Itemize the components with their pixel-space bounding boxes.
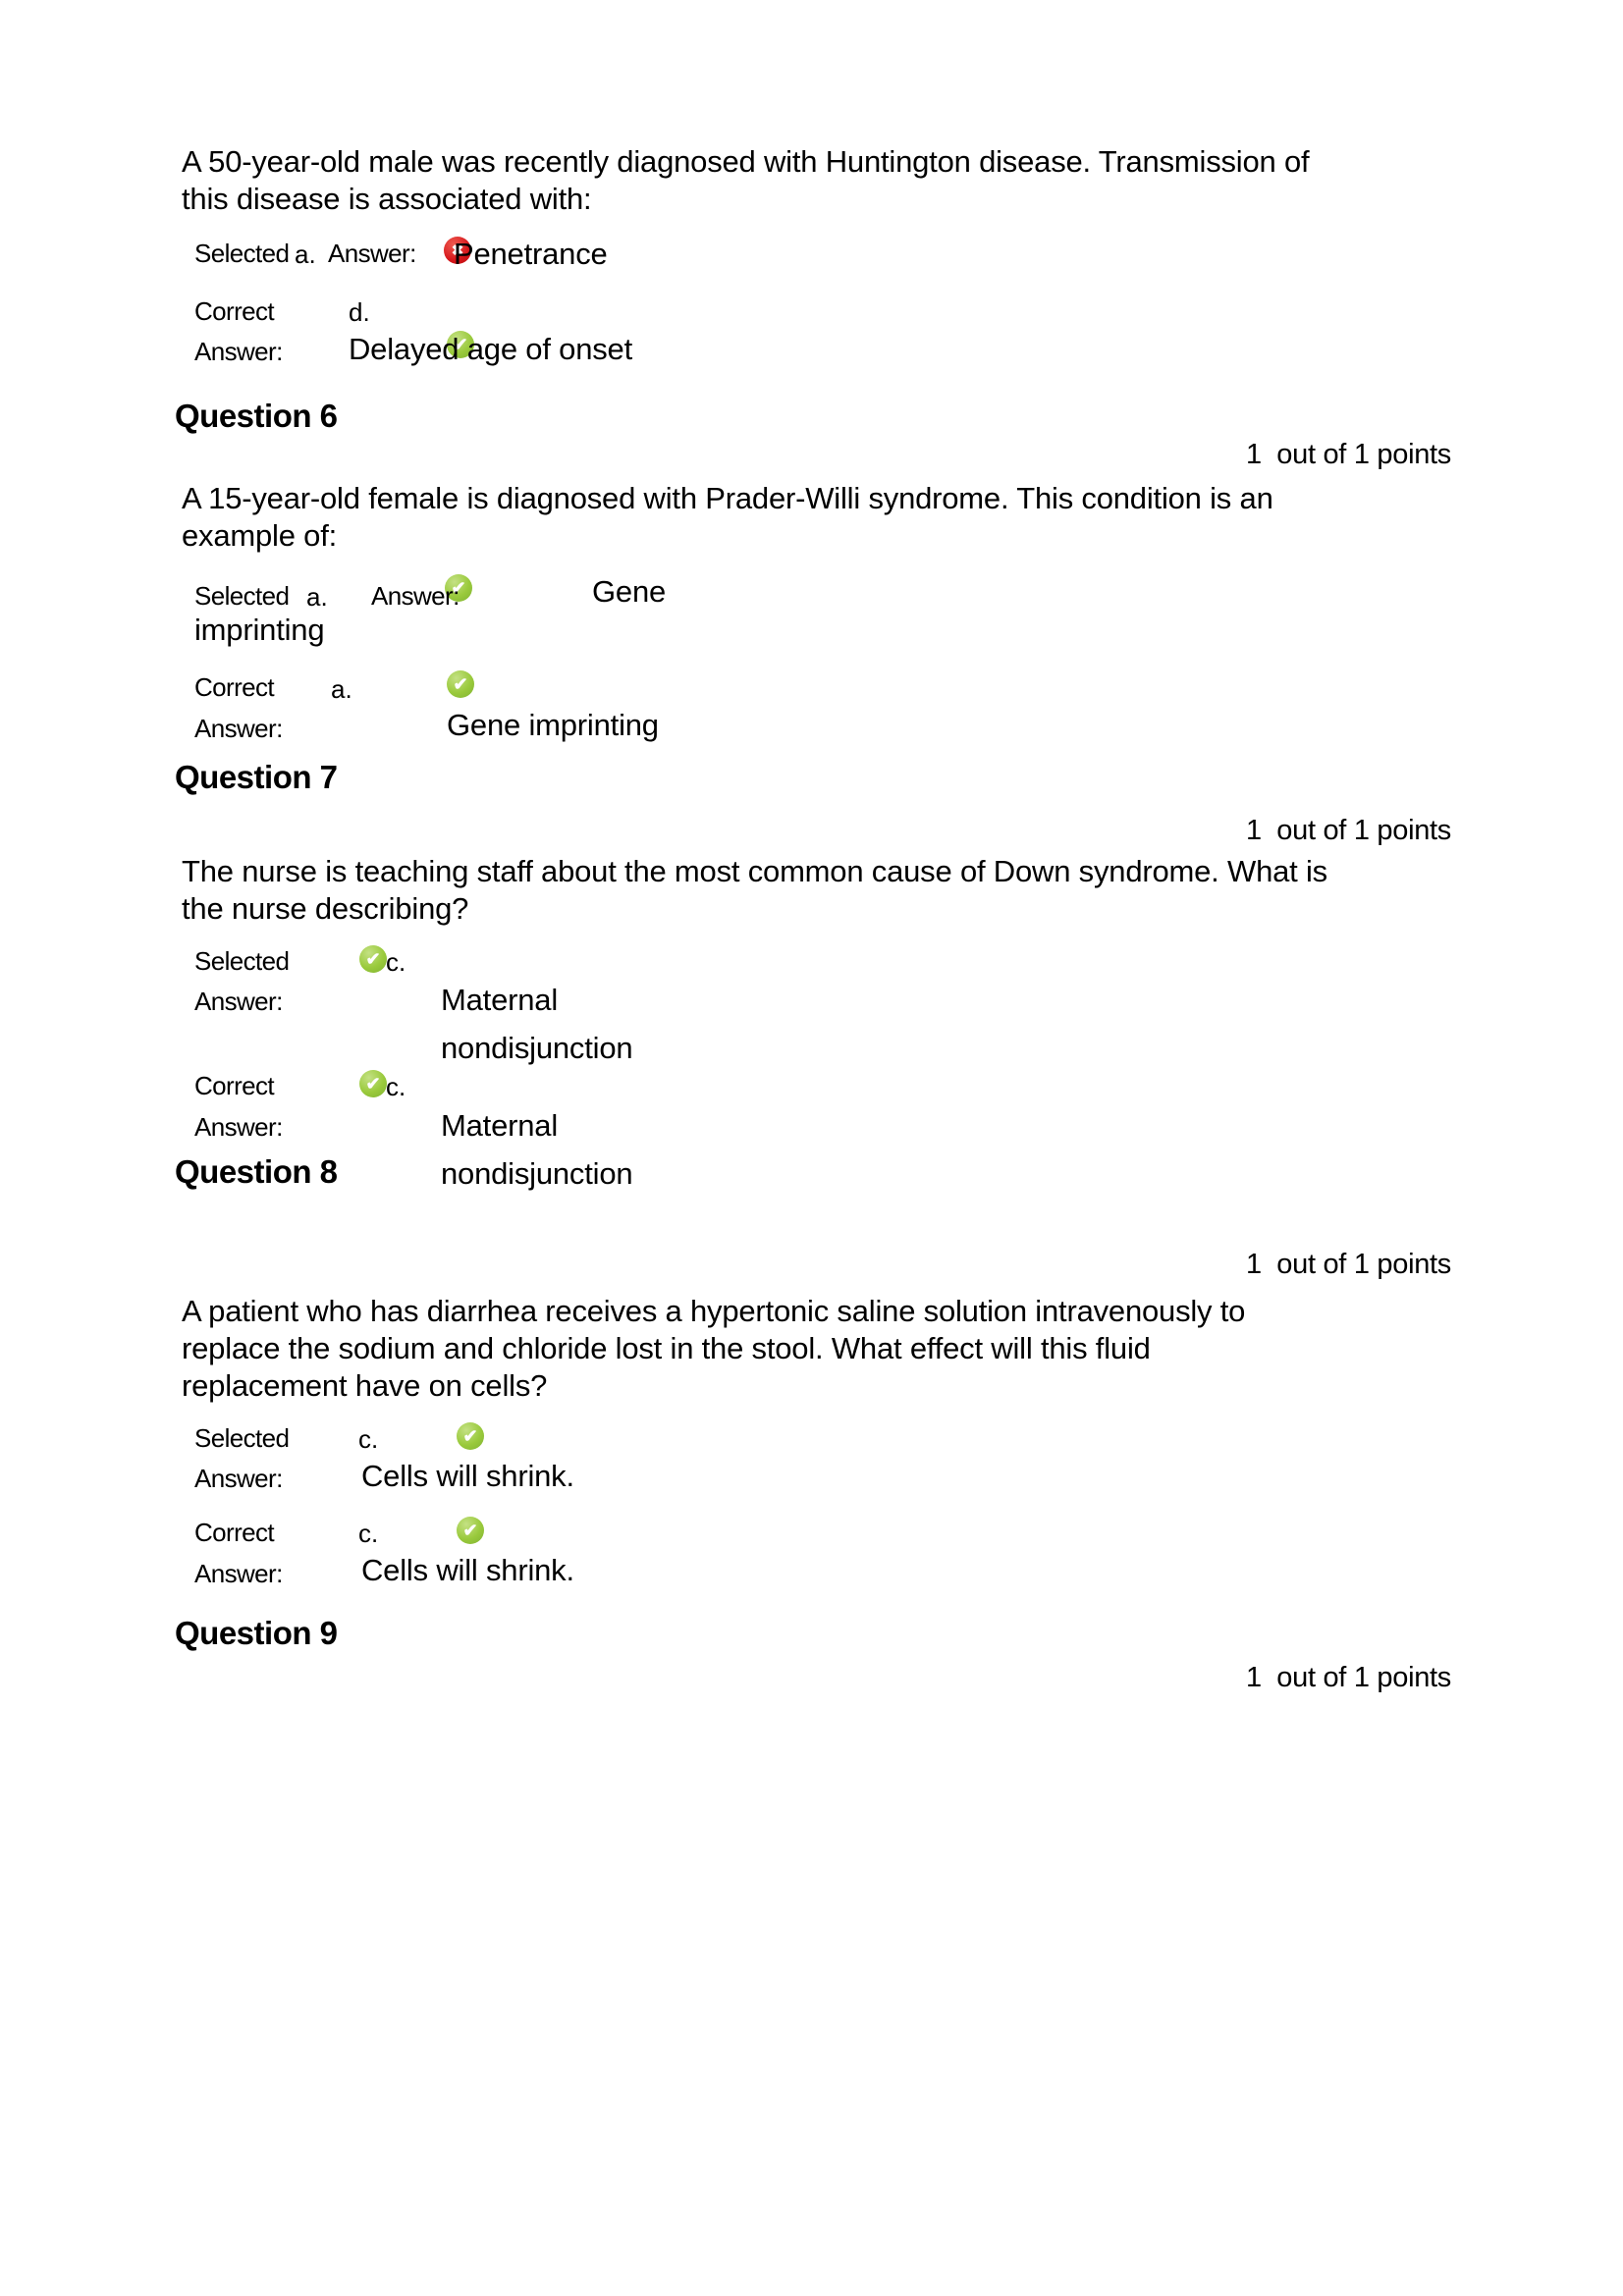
question-text-line: replacement have on cells? xyxy=(182,1368,548,1403)
answer-label: Answer: xyxy=(328,239,416,268)
correct-answer-value: Delayed age of onset xyxy=(349,332,632,366)
correct-answer-letter: a. xyxy=(331,674,352,704)
selected-answer-letter: a. xyxy=(295,240,316,269)
question-heading: Question 6 xyxy=(175,398,338,434)
answer-label: Answer: xyxy=(371,581,460,611)
check-circle-icon xyxy=(447,670,474,698)
question-heading: Question 8 xyxy=(175,1153,338,1190)
selected-label: Selected xyxy=(194,946,290,976)
selected-label: Selected xyxy=(194,581,290,611)
answer-label: Answer: xyxy=(194,1464,283,1493)
correct-answer-value: nondisjunction xyxy=(441,1156,633,1191)
check-circle-icon xyxy=(359,1070,387,1097)
answer-label: Answer: xyxy=(194,987,283,1016)
check-circle-icon xyxy=(457,1517,484,1544)
correct-answer-value: Maternal xyxy=(441,1108,559,1143)
question-text-line: this disease is associated with: xyxy=(182,182,592,216)
points-text: 1 out of 1 points xyxy=(1245,439,1451,470)
question-heading: Question 7 xyxy=(175,759,338,795)
points-text: 1 out of 1 points xyxy=(1245,1249,1451,1280)
question-text-line: replace the sodium and chloride lost in the stool. What effect will this fluid xyxy=(182,1331,1151,1365)
selected-answer-letter: c. xyxy=(386,947,406,977)
answer-label: Answer: xyxy=(194,714,283,743)
points-text: 1 out of 1 points xyxy=(1245,815,1451,846)
question-text-line: example of: xyxy=(182,518,338,553)
selected-answer-value: nondisjunction xyxy=(441,1031,633,1065)
correct-answer-letter: c. xyxy=(386,1072,406,1101)
question-heading: Question 9 xyxy=(175,1615,338,1651)
question-text-line: The nurse is teaching staff about the most common cause of Down syndrome. What is xyxy=(182,854,1327,888)
check-circle-icon xyxy=(359,945,387,973)
question-text-line: A 15-year-old female is diagnosed with Prader-Willi syndrome. This condition is an xyxy=(182,481,1273,515)
selected-answer-value: Gene xyxy=(592,574,667,609)
correct-label: Correct xyxy=(194,1518,275,1547)
answer-label: Answer: xyxy=(194,1112,283,1142)
selected-answer-value: Maternal xyxy=(441,983,559,1017)
answer-label: Answer: xyxy=(194,337,283,366)
selected-answer-value: Cells will shrink. xyxy=(361,1459,574,1493)
question-text-line: A patient who has diarrhea receives a hypertonic saline solution intravenously to xyxy=(182,1294,1246,1328)
correct-label: Correct xyxy=(194,296,275,326)
answer-label: Answer: xyxy=(194,1559,283,1588)
question-text-line: the nurse describing? xyxy=(182,891,469,926)
question-text-line: A 50-year-old male was recently diagnosed with Huntington disease. Transmission of xyxy=(182,144,1310,179)
selected-answer-value: Penetrance xyxy=(454,237,608,271)
correct-answer-value: Gene imprinting xyxy=(447,708,659,742)
correct-answer-letter: c. xyxy=(358,1519,379,1548)
correct-label: Correct xyxy=(194,672,275,702)
correct-answer-letter: d. xyxy=(349,297,370,327)
selected-label: Selected xyxy=(194,1423,290,1453)
correct-label: Correct xyxy=(194,1071,275,1100)
selected-label: Selected xyxy=(194,239,290,268)
correct-answer-value: Cells will shrink. xyxy=(361,1553,574,1587)
selected-answer-letter: a. xyxy=(306,582,328,612)
selected-answer-value: imprinting xyxy=(194,613,325,647)
check-circle-icon xyxy=(457,1422,484,1450)
points-text: 1 out of 1 points xyxy=(1245,1662,1451,1693)
selected-answer-letter: c. xyxy=(358,1424,379,1454)
